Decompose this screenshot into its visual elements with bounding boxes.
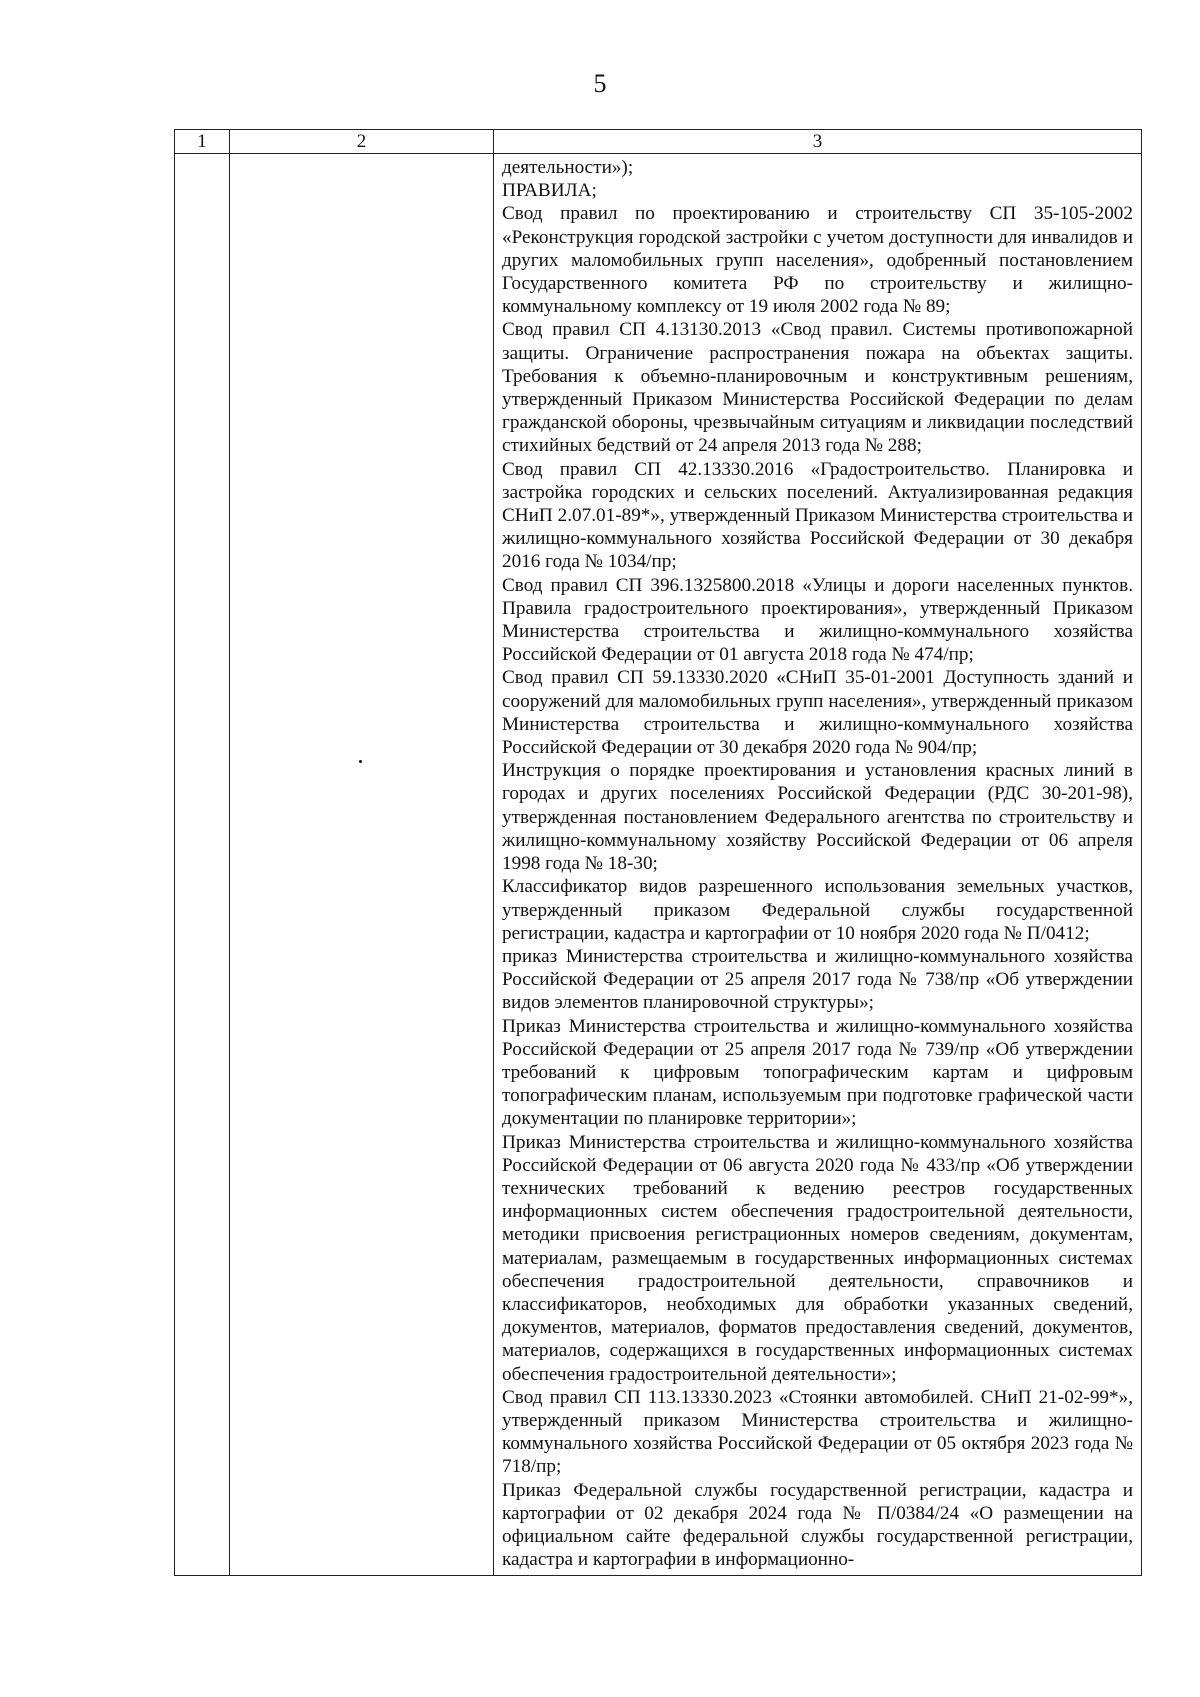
document-entry: Приказ Федеральной службы государственной регистрации, кадастра и картографии от 02 декабря 2024 года № П/0384/24 «О размещении на официальном сайте федеральной службы государственной регистрации, кадастра и картографии в информационно- — [502, 1479, 1133, 1571]
document-entry: Инструкция о порядке проектирования и установления красных линий в городах и других поселениях Российской Федерации (РДС 30-201-98), утвержденная постановлением Федерального агентства по строительству и жилищно-коммунальному хозяйству Российской Федерации от 06 апреля 1998 года № 18-30; — [502, 760, 1133, 875]
column-header-1: 1 — [175, 130, 230, 154]
column-header-3: 3 — [494, 130, 1142, 154]
document-entry: приказ Министерства строительства и жилищно-коммунального хозяйства Российской Федерации от 25 апреля 2017 года № 738/пр «Об утверждении видов элементов планировочной структуры»; — [502, 945, 1133, 1014]
document-entry: деятельности»); — [502, 157, 634, 178]
document-entry: Свод правил СП 113.13330.2023 «Стоянки автомобилей. СНиП 21-02-99*», утвержденный приказом Министерства строительства и жилищно-коммунального хозяйства Российской Федерации от 05 октября 2023 года № 718/пр; — [502, 1386, 1133, 1478]
document-entry: Свод правил СП 59.13330.2020 «СНиП 35-01-2001 Доступность зданий и сооружений для маломобильных групп населения», утвержденный приказом Министерства строительства и жилищно-коммунального хозяйства Российской Федерации от 30 декабря 2020 года № 904/пр; — [502, 667, 1133, 759]
document-entry: ПРАВИЛА; — [502, 180, 597, 202]
cell-column-2 — [230, 154, 494, 1576]
document-entry: Свод правил СП 42.13330.2016 «Градостроительство. Планировка и застройка городских и сельских поселений. Актуализированная редакция СНиП 2.07.01-89*», утвержденный Приказом Министерства строительства и жилищно-коммунального хозяйства Российской Федерации от 30 декабря 2016 года № 1034/пр; — [502, 458, 1133, 573]
column-header-2: 2 — [230, 130, 494, 154]
document-entry: Свод правил СП 396.1325800.2018 «Улицы и дороги населенных пунктов. Правила градостроительного проектирования», утвержденный Приказом Министерства строительства и жилищно-коммунального хозяйства Российской Федерации от 01 августа 2018 года № 474/пр; — [502, 574, 1133, 666]
table-header-row — [175, 130, 1142, 154]
regulations-table — [174, 129, 1142, 1576]
page-number: 5 — [593, 69, 607, 98]
document-entry: Свод правил СП 4.13130.2013 «Свод правил. Системы противопожарной защиты. Ограничение распространения пожара на объектах защиты. Требования к объемно-планировочным и конструктивным решениям, утвержденный Приказом Министерства Российской Федерации по делам гражданской обороны, чрезвычайным ситуациям и ликвидации последствий стихийных бедствий от 24 апреля 2013 года № 288; — [502, 319, 1133, 457]
table-row — [175, 154, 1142, 1576]
cell-column-3 — [494, 154, 1142, 1576]
document-entry: Приказ Министерства строительства и жилищно-коммунального хозяйства Российской Федерации от 25 апреля 2017 года № 739/пр «Об утверждении требований к цифровым топографическим картам и цифровым топографическим планам, используемым при подготовке графической части документации по планировке территории»; — [502, 1015, 1133, 1130]
stray-dot-mark — [359, 760, 362, 763]
document-entry: Свод правил по проектированию и строительству СП 35-105-2002 «Реконструкция городской застройки с учетом доступности для инвалидов и других маломобильных групп населения», одобренный постановлением Государственного комитета РФ по строительству и жилищно-коммунальному комплексу от 19 июля 2002 года № 89; — [502, 203, 1133, 318]
cell-column-1 — [175, 154, 230, 1576]
document-entry: Приказ Министерства строительства и жилищно-коммунального хозяйства Российской Федерации от 06 августа 2020 года № 433/пр «Об утверждении технических требований к ведению реестров государственных информационных систем обеспечения градостроительной деятельности, методики присвоения регистрационных номеров сведениям, документам, материалам, размещаемым в государственных информационных системах обеспечения градостроительной деятельности, справочников и классификаторов, необходимых для обработки указанных сведений, документов, материалов, форматов предоставления сведений, документов, материалов, содержащихся в государственных информационных системах обеспечения градостроительной деятельности»; — [502, 1131, 1133, 1385]
document-entry: Классификатор видов разрешенного использования земельных участков, утвержденный приказом Федеральной службы государственной регистрации, кадастра и картографии от 10 ноября 2020 года № П/0412; — [502, 876, 1133, 944]
